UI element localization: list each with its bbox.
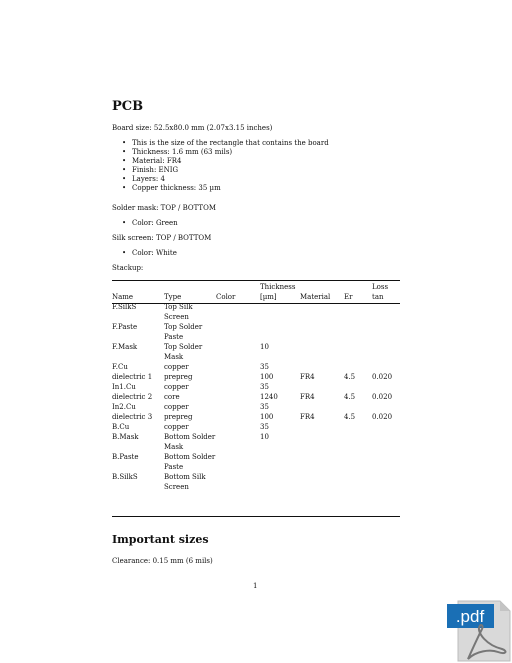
solder-mask-text: Solder mask: TOP / BOTTOM xyxy=(112,204,216,212)
cell-thickness xyxy=(260,302,300,322)
cell-er xyxy=(344,472,372,492)
svg-text:.pdf: .pdf xyxy=(455,607,485,626)
cell-color xyxy=(216,452,260,472)
cell-er xyxy=(344,422,372,432)
page-number: 1 xyxy=(253,582,258,590)
table-row xyxy=(112,452,400,472)
cell-color xyxy=(216,412,260,422)
table-header-rule xyxy=(112,303,400,304)
list-item: • Thickness: 1.6 mm (63 mils) xyxy=(132,148,329,157)
silk-screen-text: Silk screen: TOP / BOTTOM xyxy=(112,234,212,242)
clearance-text: Clearance: 0.15 mm (6 mils) xyxy=(112,557,213,565)
cell-type: copper xyxy=(164,363,189,371)
cell-thickness xyxy=(260,452,300,472)
cell-material xyxy=(300,362,344,372)
cell-name: F.Mask xyxy=(112,343,138,351)
cell-er: 4.5 xyxy=(344,413,356,421)
cell-loss xyxy=(372,472,400,492)
table-bottom-rule xyxy=(112,516,400,517)
list-item: • Finish: ENIG xyxy=(132,166,329,175)
cell-loss: 0.020 xyxy=(372,413,393,421)
cell-color xyxy=(216,372,260,382)
cell-type: Bottom Silk Screen xyxy=(164,473,206,491)
list-item: • Copper thickness: 35 µm xyxy=(132,184,329,193)
board-properties-list xyxy=(132,139,329,193)
cell-name: dielectric 3 xyxy=(112,413,153,421)
cell-material: FR4 xyxy=(300,413,315,421)
cell-type: Bottom Solder Mask xyxy=(164,433,216,451)
stackup-table xyxy=(112,282,400,492)
cell-color xyxy=(216,382,260,392)
cell-er xyxy=(344,342,372,362)
col-header-thickness: Thickness [µm] xyxy=(260,283,296,301)
cell-material xyxy=(300,422,344,432)
list-item: • Material: FR4 xyxy=(132,157,329,166)
col-header-type: Type xyxy=(164,293,182,301)
cell-name: B.Paste xyxy=(112,453,139,461)
cell-thickness: 10 xyxy=(260,433,269,441)
cell-er xyxy=(344,322,372,342)
cell-loss xyxy=(372,402,400,412)
cell-color xyxy=(216,302,260,322)
cell-type: prepreg xyxy=(164,373,193,381)
cell-color xyxy=(216,362,260,372)
cell-color xyxy=(216,322,260,342)
table-top-rule xyxy=(112,280,400,281)
section-title-important-sizes: Important sizes xyxy=(112,533,209,546)
cell-name: F.SilkS xyxy=(112,303,137,311)
list-item: • Color: White xyxy=(132,249,177,258)
pdf-file-icon[interactable] xyxy=(446,599,512,663)
col-header-loss: Loss tan xyxy=(372,283,389,301)
cell-name: dielectric 1 xyxy=(112,373,153,381)
cell-thickness: 1240 xyxy=(260,393,278,401)
cell-er xyxy=(344,382,372,392)
cell-loss xyxy=(372,382,400,392)
cell-loss xyxy=(372,362,400,372)
cell-name: B.SilkS xyxy=(112,473,138,481)
cell-loss xyxy=(372,322,400,342)
board-size-text: Board size: 52.5x80.0 mm (2.07x3.15 inches) xyxy=(112,124,273,132)
cell-er: 4.5 xyxy=(344,373,356,381)
cell-type: Top Solder Mask xyxy=(164,343,203,361)
cell-loss xyxy=(372,422,400,432)
cell-type: copper xyxy=(164,423,189,431)
table-row xyxy=(112,302,400,322)
table-row xyxy=(112,372,400,382)
cell-thickness: 35 xyxy=(260,423,269,431)
cell-color xyxy=(216,422,260,432)
table-row xyxy=(112,392,400,402)
cell-loss xyxy=(372,302,400,322)
cell-loss xyxy=(372,452,400,472)
cell-loss xyxy=(372,342,400,362)
table-row xyxy=(112,342,400,362)
col-header-material: Material xyxy=(300,293,331,301)
table-header xyxy=(112,282,400,302)
cell-thickness: 35 xyxy=(260,363,269,371)
cell-name: F.Cu xyxy=(112,363,128,371)
cell-thickness xyxy=(260,322,300,342)
cell-material: FR4 xyxy=(300,393,315,401)
solder-mask-list xyxy=(132,219,178,228)
table-body xyxy=(112,302,400,492)
cell-name: B.Cu xyxy=(112,423,130,431)
cell-type: copper xyxy=(164,383,189,391)
table-row xyxy=(112,382,400,392)
cell-thickness xyxy=(260,472,300,492)
table-row xyxy=(112,422,400,432)
table-row xyxy=(112,472,400,492)
cell-type: Top Solder Paste xyxy=(164,323,203,341)
cell-type: prepreg xyxy=(164,413,193,421)
cell-thickness: 35 xyxy=(260,403,269,411)
cell-type: Bottom Solder Paste xyxy=(164,453,216,471)
cell-color xyxy=(216,402,260,412)
table-row xyxy=(112,432,400,452)
cell-er xyxy=(344,362,372,372)
cell-name: dielectric 2 xyxy=(112,393,153,401)
list-item: • This is the size of the rectangle that contains the board xyxy=(132,139,329,148)
cell-er xyxy=(344,402,372,412)
cell-name: In1.Cu xyxy=(112,383,136,391)
cell-color xyxy=(216,472,260,492)
cell-loss: 0.020 xyxy=(372,393,393,401)
cell-thickness: 100 xyxy=(260,413,274,421)
cell-material xyxy=(300,302,344,322)
table-row xyxy=(112,412,400,422)
table-row xyxy=(112,362,400,372)
table-row xyxy=(112,322,400,342)
stackup-label: Stackup: xyxy=(112,264,144,272)
cell-loss: 0.020 xyxy=(372,373,393,381)
table-row xyxy=(112,402,400,412)
col-header-name: Name xyxy=(112,293,134,301)
cell-er xyxy=(344,302,372,322)
cell-name: F.Paste xyxy=(112,323,138,331)
cell-material xyxy=(300,452,344,472)
cell-name: In2.Cu xyxy=(112,403,136,411)
silk-screen-list xyxy=(132,249,177,258)
cell-material xyxy=(300,322,344,342)
cell-material xyxy=(300,342,344,362)
col-header-er: Er xyxy=(344,293,353,301)
list-item: • Layers: 4 xyxy=(132,175,329,184)
cell-material: FR4 xyxy=(300,373,315,381)
cell-thickness: 35 xyxy=(260,383,269,391)
cell-thickness: 10 xyxy=(260,343,269,351)
cell-color xyxy=(216,392,260,402)
cell-er: 4.5 xyxy=(344,393,356,401)
cell-color xyxy=(216,432,260,452)
cell-type: copper xyxy=(164,403,189,411)
cell-er xyxy=(344,452,372,472)
cell-name: B.Mask xyxy=(112,433,139,441)
cell-material xyxy=(300,472,344,492)
cell-material xyxy=(300,432,344,452)
cell-thickness: 100 xyxy=(260,373,274,381)
cell-material xyxy=(300,402,344,412)
list-item: • Color: Green xyxy=(132,219,178,228)
cell-type: Top Silk Screen xyxy=(164,303,193,321)
cell-material xyxy=(300,382,344,392)
cell-type: core xyxy=(164,393,180,401)
cell-loss xyxy=(372,432,400,452)
cell-er xyxy=(344,432,372,452)
col-header-color: Color xyxy=(216,293,236,301)
cell-color xyxy=(216,342,260,362)
section-title-pcb: PCB xyxy=(112,99,144,114)
